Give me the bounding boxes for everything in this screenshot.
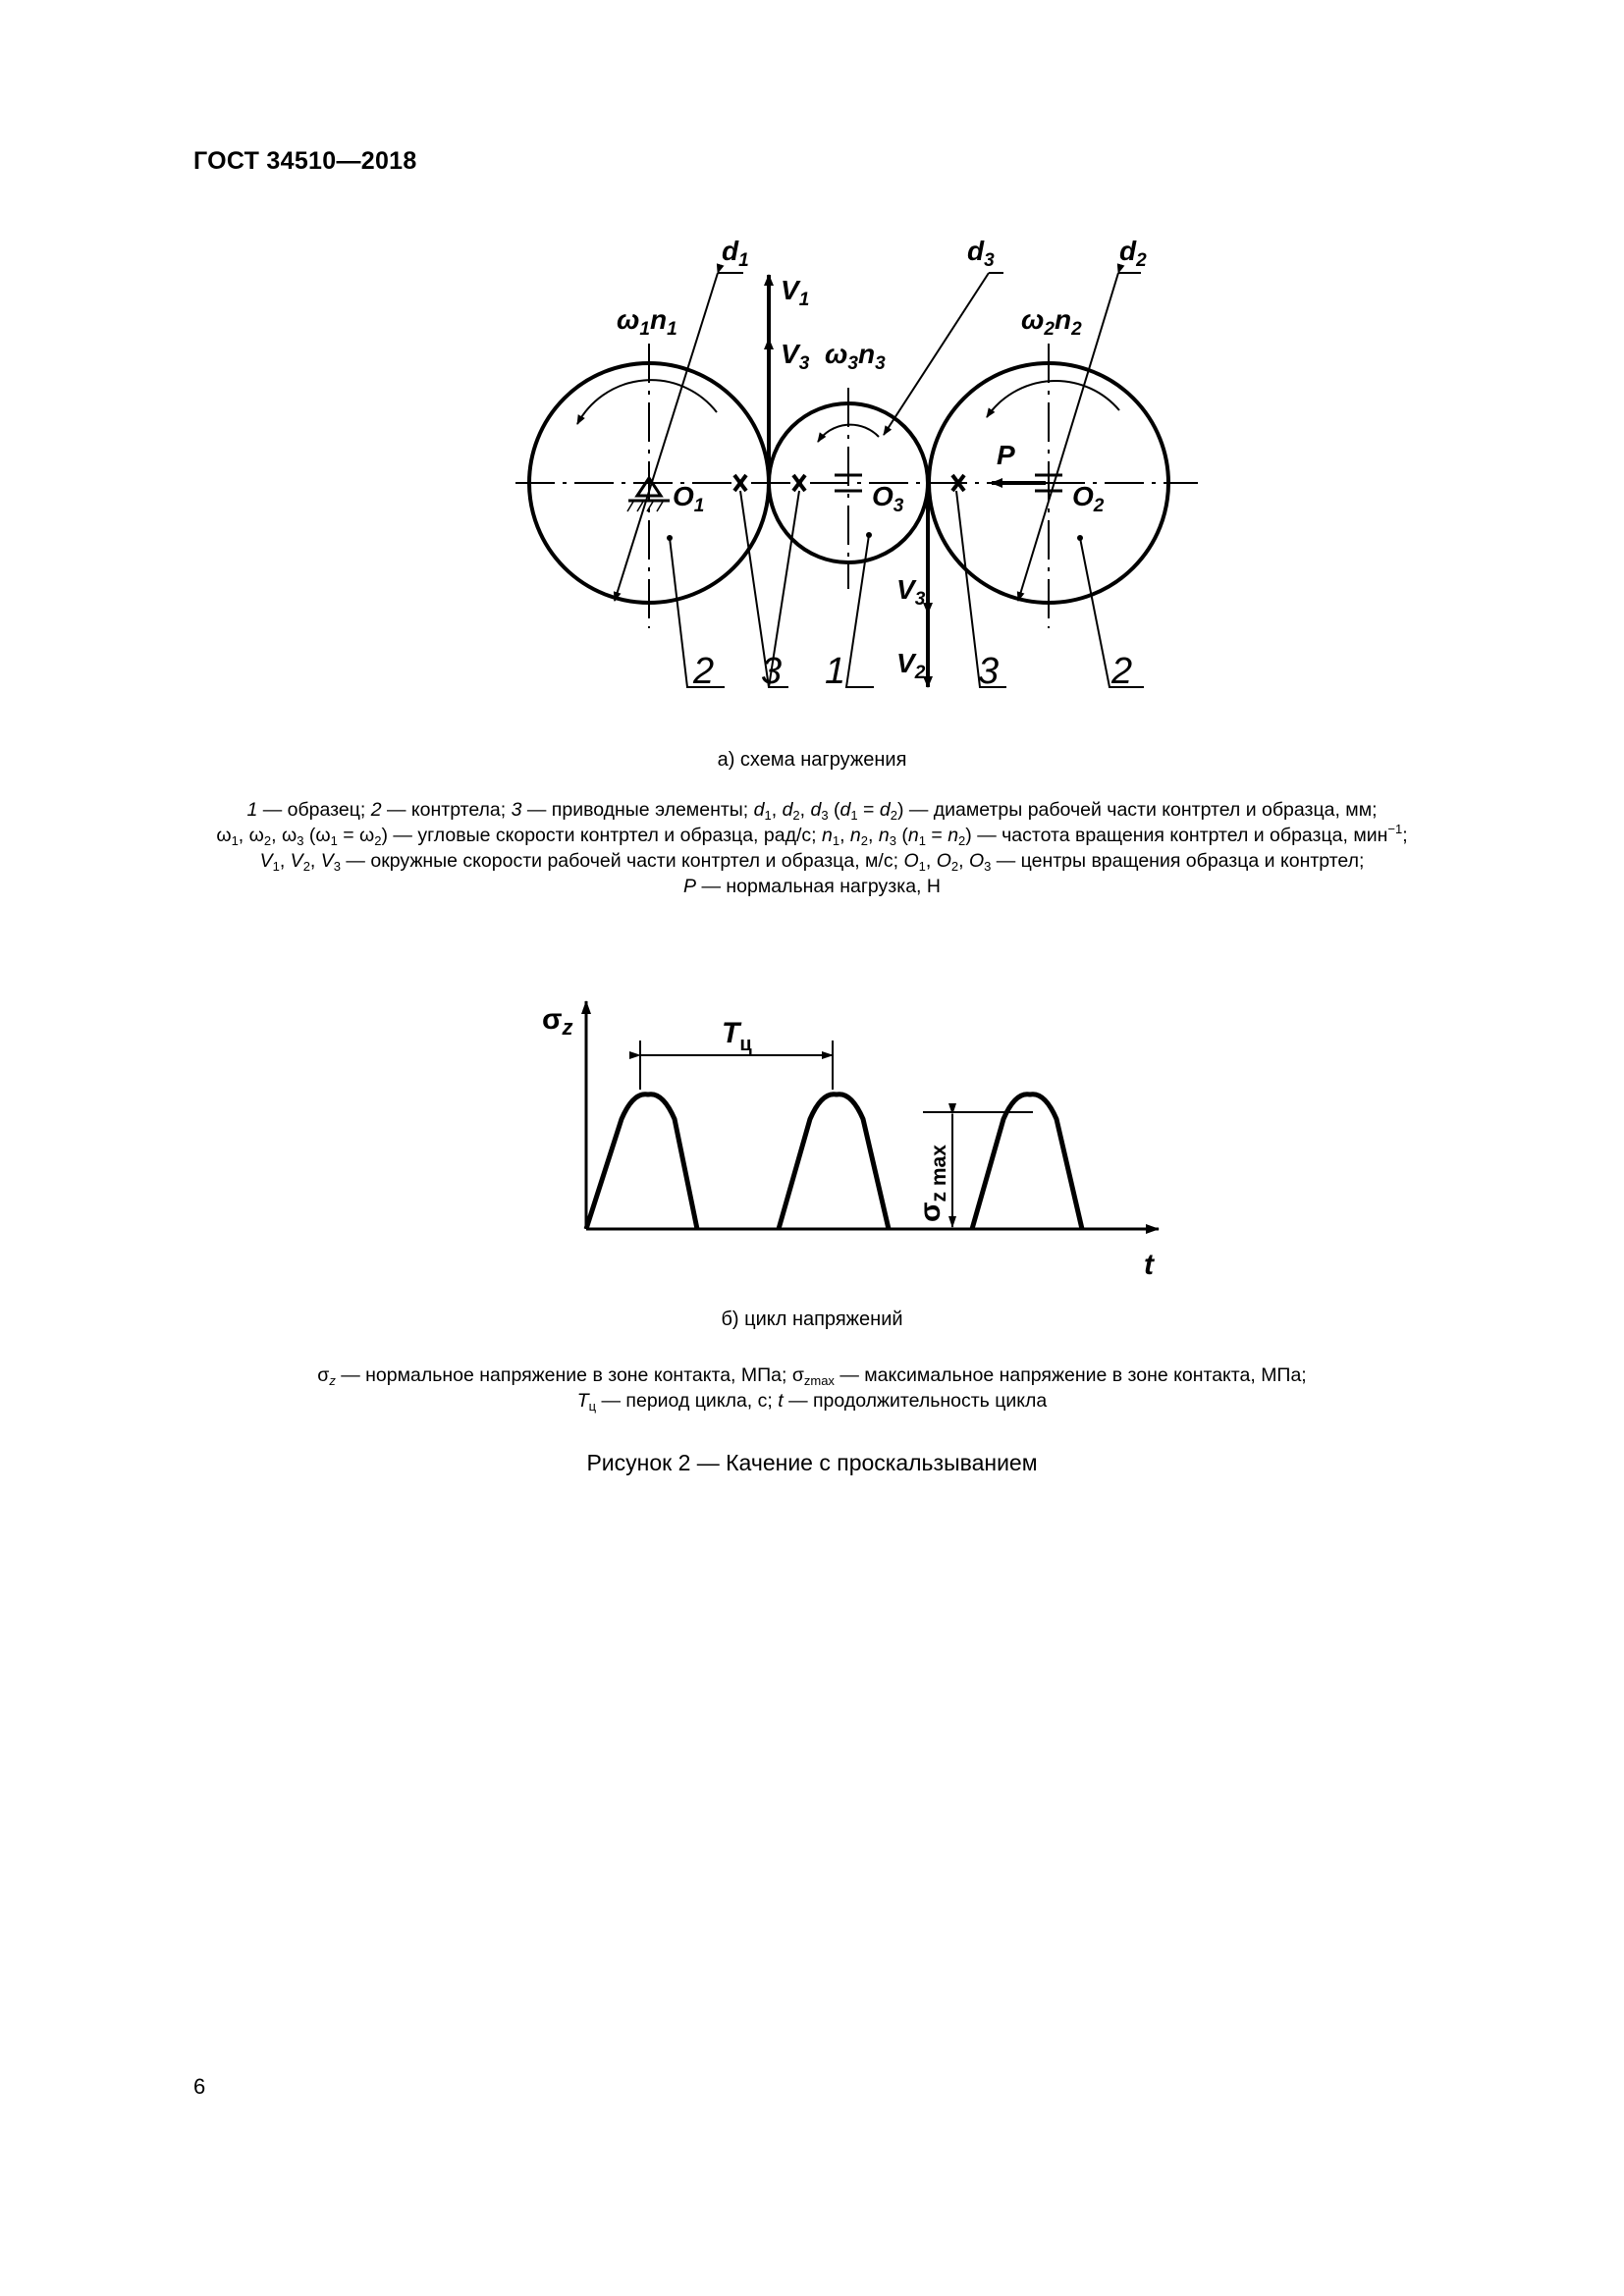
stress-pulse-3 [972, 1095, 1082, 1229]
figure-a-caption: а) схема нагружения [717, 749, 907, 771]
label-w3n3: $\omega_3n_3$ [825, 339, 886, 374]
figure-title: Рисунок 2 — Качение с проскальзыванием [586, 1450, 1038, 1475]
stress-pulse-1 [586, 1095, 697, 1229]
label-p: P [997, 440, 1015, 470]
y-axis-label: $\sigma_z$ [542, 1003, 573, 1040]
label-d3: $d_3$ [967, 236, 995, 271]
figure-a-legend: 1 — образец; 2 — контртела; 3 — приводные элементы; $d_1$, $d_2$, $d_3$ $(d_1 = d_2)$ — диаметры рабочей части контртел и образца, мм; $\omega_1$, $\omega_2$, $\omega_3$ $(\omega_1 = \omega_2)$ — угловые скорости контртел и образца, рад/с; $n_1$, $n_2$, $n_3$ $(n_1 = n_2)$ — частота вращения контртел и образца, мин$^{-1}$; $V_1$, $V_2$, $V_3$ — окружные скорости рабочей части контртел и образца, м/с; $O_1$, $O_2$, $O_3$ — центры вращения образца и контртел; P — нормальная нагрузка, Н [216, 799, 1408, 897]
label-w2n2: $\omega_2n_2$ [1021, 304, 1082, 340]
label-o2: $O_2$ [1072, 481, 1105, 516]
callout-3-b: 3 [978, 651, 1000, 692]
figure-b-legend: $\sigma_z$ — нормальное напряжение в зоне контакта, МПа; $\sigma_{zmax}$ — максимальное напряжение в зоне контакта, МПа; $T_ц$ — период цикла, с; t — продолжительность цикла [317, 1364, 1307, 1414]
amplitude-label: $\sigma_{z max}$ [914, 1145, 950, 1222]
label-d1: $d_1$ [722, 236, 749, 271]
label-v3-bottom: $V_3$ [896, 574, 926, 610]
callout-2-right: 2 [1111, 651, 1133, 692]
period-label: $T_ц$ [722, 1017, 752, 1055]
label-v1: $V_1$ [781, 275, 810, 310]
label-o3: $O_3$ [872, 481, 904, 516]
callout-1: 1 [825, 651, 846, 692]
document-header: ГОСТ 34510—2018 [193, 147, 417, 175]
label-o1: $O_1$ [673, 481, 705, 516]
loading-scheme-diagram [0, 226, 1624, 717]
label-v3-top: $V_3$ [781, 339, 810, 374]
stress-pulse-2 [779, 1095, 889, 1229]
label-w1n1: $\omega_1n_1$ [617, 304, 677, 340]
x-axis-label: t [1144, 1249, 1154, 1276]
callout-3-a: 3 [761, 651, 783, 692]
label-d2: $d_2$ [1119, 236, 1147, 271]
callout-2-left: 2 [693, 651, 715, 692]
label-v2: $V_2$ [896, 648, 926, 683]
page-number: 6 [193, 2074, 206, 2099]
figure-b-caption: б) цикл напряжений [721, 1308, 903, 1330]
stress-cycle-diagram [0, 982, 1624, 1276]
